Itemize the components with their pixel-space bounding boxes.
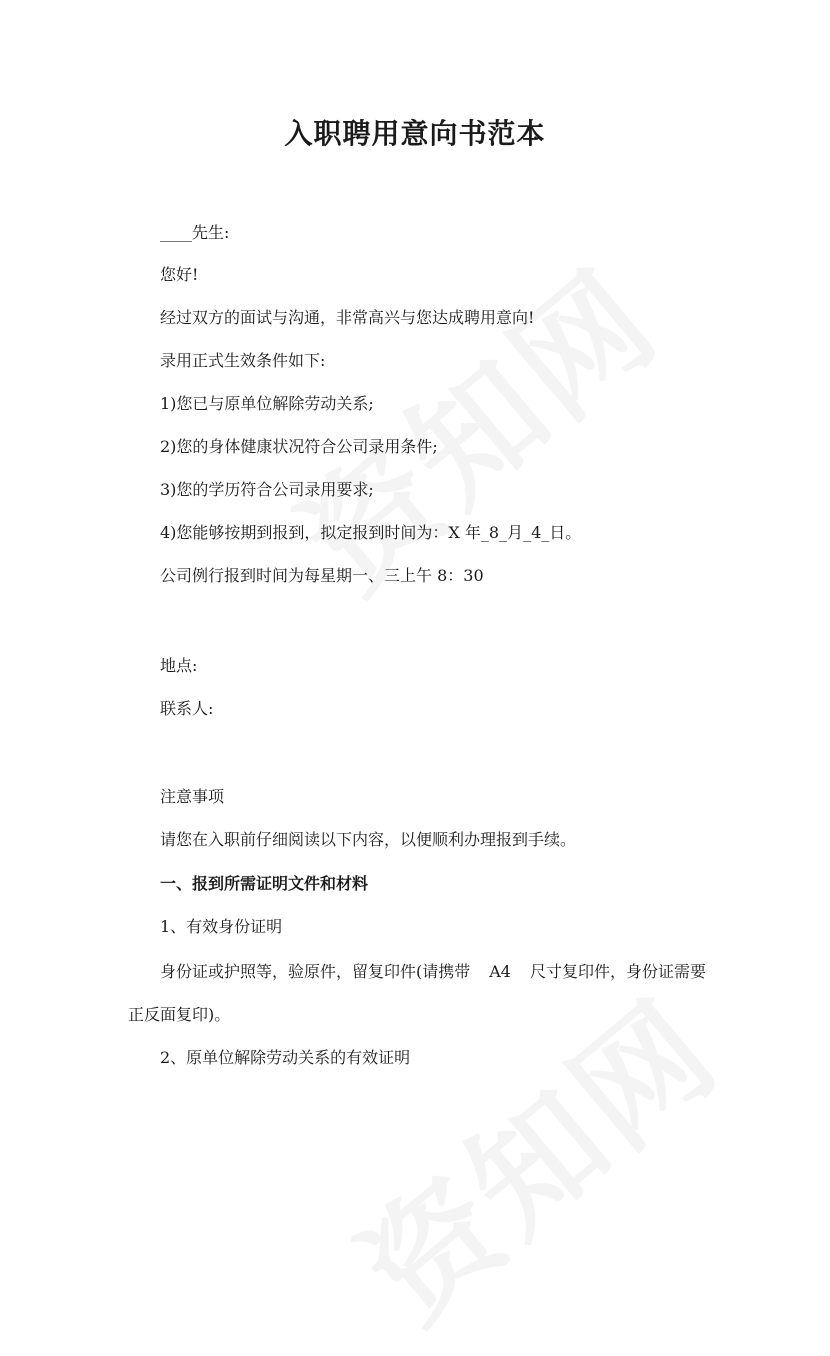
- item-body-part: 身份证或护照等，验原件，留复印件(请携带: [160, 962, 471, 981]
- contact-label: 联系人:: [160, 699, 214, 718]
- item-heading: 2、原单位解除劳动关系的有效证明: [160, 1048, 411, 1067]
- report-time: 公司例行报到时间为每星期一、三上午 8：30: [160, 566, 484, 585]
- condition-item: 1)您已与原单位解除劳动关系;: [160, 394, 374, 413]
- greeting-name: ____先生:: [160, 223, 230, 242]
- condition-item: 2)您的身体健康状况符合公司录用条件;: [160, 437, 438, 456]
- condition-item: 4)您能够按期到报到，拟定报到时间为：X 年_8_月_4_日。: [160, 523, 582, 542]
- item-heading: 1、有效身份证明: [160, 917, 283, 936]
- location-label: 地点:: [160, 656, 198, 675]
- item-body-part: 尺寸复印件，身份证需要: [529, 962, 706, 981]
- item-body-continuation: 正反面复印)。: [128, 1005, 231, 1024]
- conditions-heading: 录用正式生效条件如下:: [160, 351, 326, 370]
- section-heading: 一、报到所需证明文件和材料: [160, 874, 369, 893]
- watermark: [318, 951, 751, 1356]
- condition-item: 3)您的学历符合公司录用要求;: [160, 480, 374, 499]
- intro-paragraph: 经过双方的面试与沟通，非常高兴与您达成聘用意向!: [160, 308, 535, 327]
- item-body-part: A4: [489, 962, 511, 981]
- notes-heading: 注意事项: [160, 787, 225, 806]
- greeting-hello: 您好!: [160, 265, 199, 284]
- item-body: [160, 961, 706, 983]
- notes-intro: 请您在入职前仔细阅读以下内容，以便顺利办理报到手续。: [160, 830, 577, 849]
- document-title: 入职聘用意向书范本: [284, 117, 546, 150]
